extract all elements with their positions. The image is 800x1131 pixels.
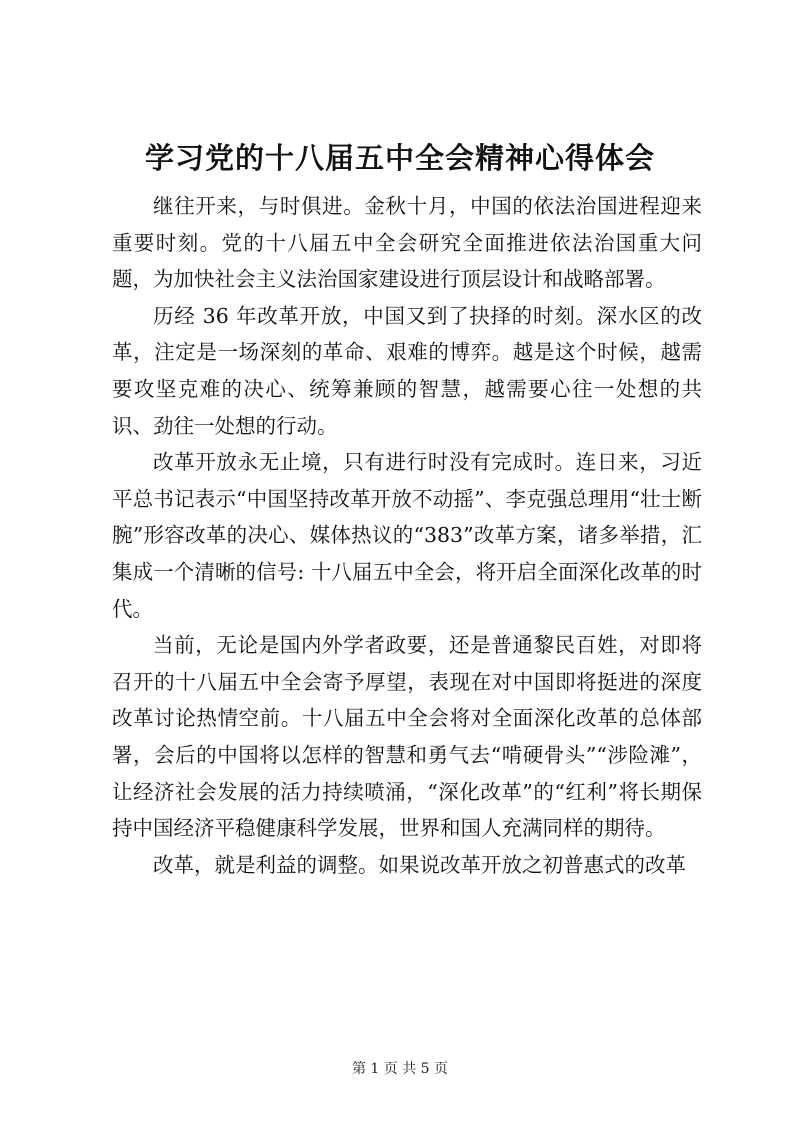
paragraph: 改革，就是利益的调整。如果说改革开放之初普惠式的改革 <box>153 852 686 877</box>
page-number-footer: 第 1 页 共 5 页 <box>351 1061 449 1077</box>
paragraph: 历经 36 年改革开放，中国又到了抉择的时刻。深水区的改革，注定是一场深刻的革命、艰难的博弈。越是这个时候，越需要攻坚克难的决心、统筹兼顾的智慧，越需要心往一处想的共识、劲往一处想的行动。 <box>112 303 702 438</box>
paragraph: 继往开来，与时俱进。金秋十月，中国的依法治国进程迎来重要时刻。党的十八届五中全会研究全面推进依法治国重大问题，为加快社会主义法治国家建设进行顶层设计和战略部署。 <box>112 194 702 292</box>
paragraph: 当前，无论是国内外学者政要，还是普通黎民百姓，对即将召开的十八届五中全会寄予厚望，表现在对中国即将挺进的深度改革讨论热情空前。十八届五中全会将对全面深化改革的总体部署，会后的中国将以怎样的智慧和勇气去“啃硬骨头”“涉险滩”，让经济社会发展的活力持续喷涌，“深化改革”的“红利”将长期保持中国经济平稳健康科学发展，世界和国人充满同样的期待。 <box>112 633 702 841</box>
page-title: 学习党的十八届五中全会精神心得体会 <box>144 141 655 175</box>
paragraph: 改革开放永无止境，只有进行时没有完成时。连日来，习近平总书记表示“中国坚持改革开放不动摇”、李克强总理用“壮士断腕”形容改革的决心、媒体热议的“383”改革方案，诸多举措，汇集成一个清晰的信号: 十八届五中全会，将开启全面深化改革的时代。 <box>112 450 702 621</box>
document-body <box>112 188 702 883</box>
